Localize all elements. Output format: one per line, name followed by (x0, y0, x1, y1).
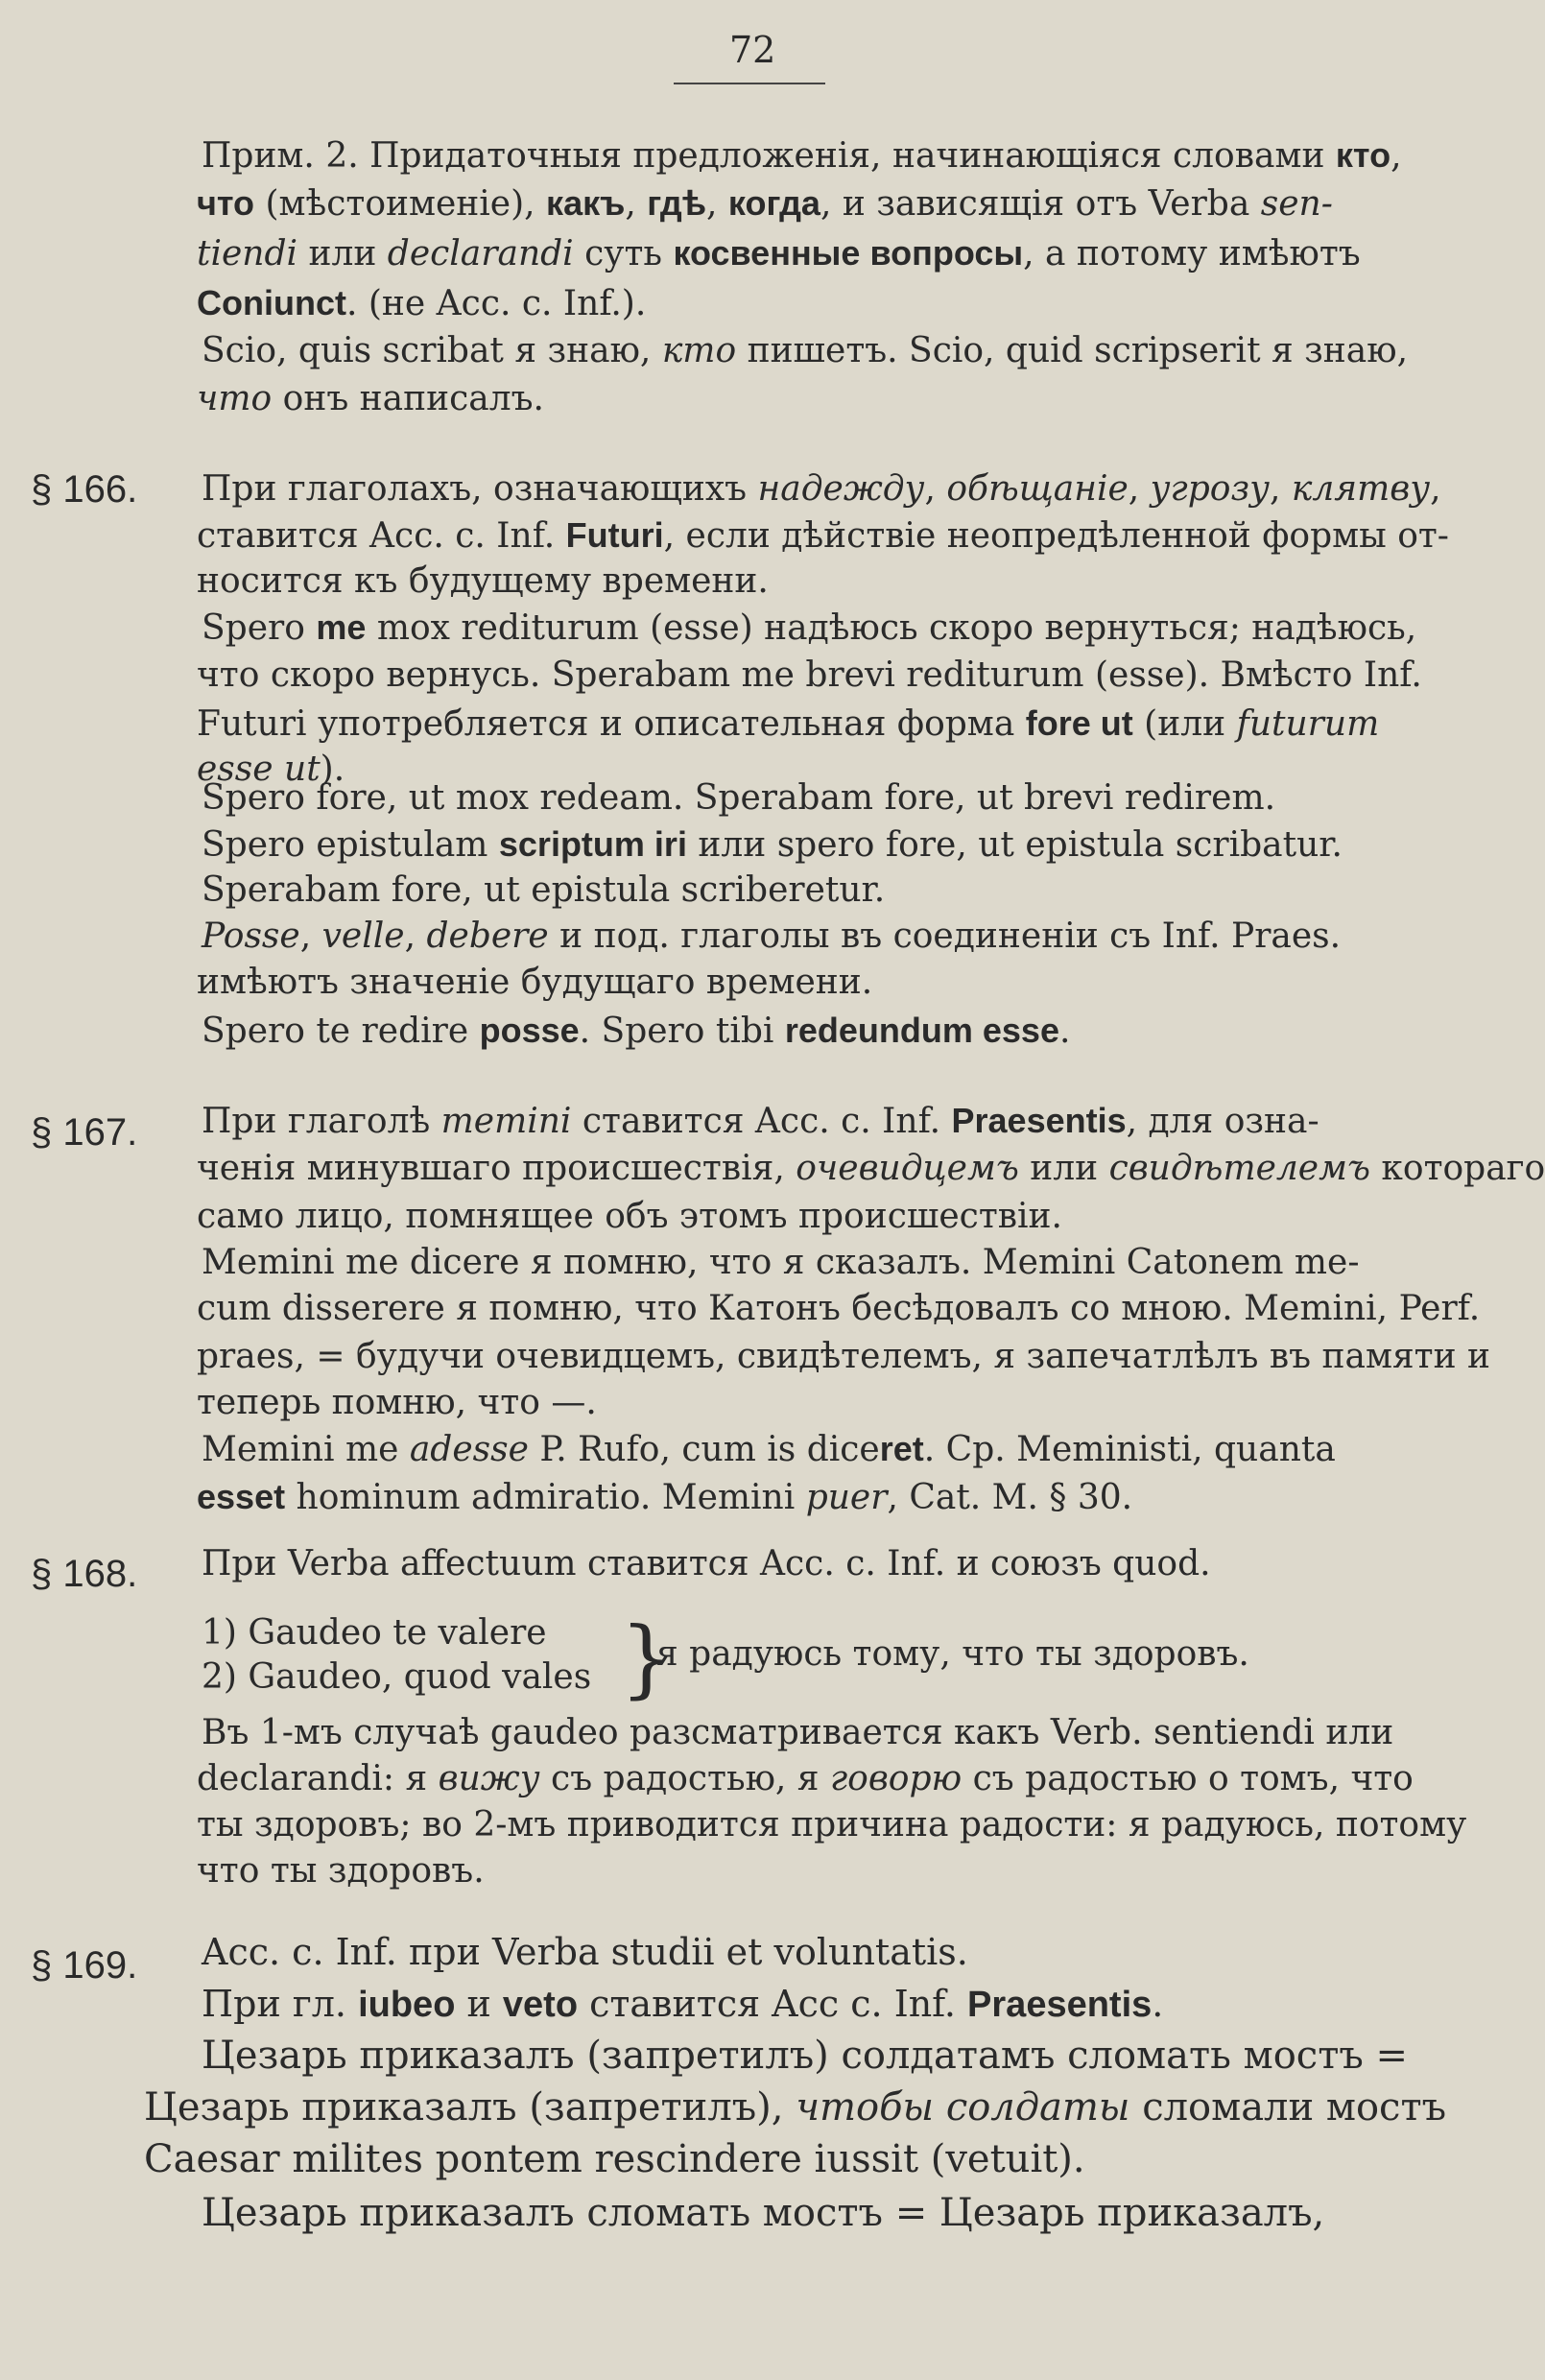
text-line (202, 914, 1377, 960)
text-run: declarandi: я (197, 1759, 439, 1798)
text-line (197, 653, 1422, 699)
text-run: . Spero tibi (579, 1012, 785, 1051)
bold-run: когда (727, 183, 820, 223)
text-run: и под. глаголы въ соединеніи съ Inf. Praes. (548, 916, 1342, 956)
italic-run: declarandi (387, 234, 574, 274)
bold-run: какъ (546, 183, 626, 223)
text-run: , Cat. M. § 30. (887, 1478, 1133, 1517)
italic-run: velle (321, 916, 405, 956)
text-run: само лицо, помнящее объ этомъ происшествіи. (197, 1197, 1062, 1236)
text-line (202, 1426, 1377, 1473)
text-run: , (924, 469, 947, 509)
text-line (202, 1098, 1377, 1145)
text-line (197, 1756, 1414, 1802)
text-run: Spero epistulam (202, 825, 499, 865)
text-run: , для озна- (1126, 1102, 1319, 1141)
bold-run: ret (879, 1429, 924, 1468)
italic-run: надежду (757, 469, 925, 509)
text-run: cum disserere я помню, что Катонъ бесѣдовалъ со мною. Memini, Perf. (197, 1289, 1481, 1328)
text-run: Acc. c. Inf. при Verba studii et voluntatis. (202, 1931, 968, 1973)
text-line (202, 1710, 1394, 1756)
text-line (202, 821, 1377, 869)
bold-run: гдѣ (647, 183, 707, 223)
text-run: , (299, 916, 322, 956)
italic-run: вижу (438, 1759, 540, 1798)
page-number-rule (674, 83, 825, 84)
text-run: , (1390, 136, 1402, 176)
bold-run: Praesentis (951, 1101, 1127, 1140)
text-line (202, 466, 1441, 512)
bold-run: fore ut (1025, 703, 1133, 743)
text-run: онъ написалъ. (272, 379, 544, 418)
text-run: , и зависящія отъ Verba (820, 184, 1261, 224)
text-run: Spero fore, ut mox redeam. Sperabam fore, ut brevi redirem. (202, 778, 1276, 818)
text-line (197, 1194, 1377, 1240)
italic-run: sen- (1260, 184, 1333, 224)
text-line (202, 1240, 1377, 1286)
text-line (197, 960, 1377, 1006)
section-number: § 166. (31, 468, 138, 511)
note-line (197, 280, 1377, 327)
text-run: . (1058, 1012, 1071, 1051)
italic-run: debere (426, 916, 549, 956)
text-run: пишетъ. Scio, quid scripserit я знаю, (736, 331, 1409, 370)
text-run: теперь помню, что —. (197, 1383, 597, 1422)
text-line (197, 559, 1377, 605)
text-run: (мѣстоименіе), (254, 184, 547, 224)
text-run: Цезарь приказалъ (запретилъ) солдатамъ сломать мостъ = (202, 2034, 1409, 2078)
text-run: или (297, 234, 388, 274)
italic-run: кто (661, 331, 737, 370)
text-run: (или (1132, 704, 1237, 744)
text-run: ставится Acc. c. Inf. (571, 1102, 952, 1141)
text-run: , (1128, 469, 1151, 509)
bold-run: Coniunct (197, 283, 346, 322)
section-number: § 169. (31, 1944, 138, 1987)
text-run: , (1430, 469, 1441, 509)
bold-run: кто (1335, 135, 1391, 175)
text-line (197, 701, 1380, 748)
text-run: носится къ будущему времени. (197, 561, 769, 601)
text-line (197, 1334, 1491, 1380)
italic-run: puer (805, 1478, 888, 1517)
text-run: или (1018, 1149, 1109, 1188)
text-run: mox rediturum (esse) надѣюсь скоро вернуться; надѣюсь, (366, 608, 1417, 648)
italic-run: клятву (1291, 469, 1431, 509)
text-run: Scio, quis scribat я знаю, (202, 331, 662, 370)
text-run: При глаголѣ (202, 1102, 441, 1141)
bold-run: что (197, 183, 255, 223)
text-line (202, 1008, 1377, 1055)
text-run: При гл. (202, 1983, 359, 2025)
bold-run: redeundum esse (784, 1011, 1059, 1050)
text-run: ставится Acc. c. Inf. (197, 516, 566, 556)
bold-run: Praesentis (967, 1985, 1153, 2025)
text-run: съ радостью о томъ, что (962, 1759, 1414, 1798)
text-run: Цезарь приказалъ (запретилъ), (144, 2085, 796, 2130)
italic-run: Posse (202, 916, 300, 956)
brace: } (620, 1608, 674, 1707)
italic-run: говорю (829, 1759, 963, 1798)
text-run: , (404, 916, 427, 956)
italic-run: угрозу (1150, 469, 1270, 509)
note-line (197, 230, 1377, 277)
italic-run: что (197, 379, 273, 418)
example-2: 2) Gaudeo, quod vales (202, 1657, 592, 1697)
bold-run: veto (502, 1985, 579, 2025)
text-run: P. Rufo, cum is dice (528, 1430, 880, 1469)
text-line (202, 2033, 1409, 2079)
text-run: съ радостью, я (539, 1759, 830, 1798)
text-run: , (1269, 469, 1292, 509)
text-run: ты здоровъ; во 2-мъ приводится причина радости: я радуюсь, потому (197, 1805, 1467, 1844)
text-line (197, 1474, 1377, 1521)
text-run: Въ 1-мъ случаѣ gaudeo разсматривается какъ Verb. sentiendi или (202, 1713, 1394, 1752)
text-line (197, 1848, 1377, 1894)
italic-run: чтобы солдаты (796, 2085, 1130, 2130)
text-line (144, 2136, 1377, 2182)
brace-text: я радуюсь тому, что ты здоровъ. (656, 1634, 1249, 1674)
text-run: имѣютъ значеніе будущаго времени. (197, 963, 873, 1002)
text-run: . (не Acc. c. Inf.). (345, 284, 647, 323)
text-line (144, 2084, 1447, 2130)
text-run: что ты здоровъ. (197, 1851, 485, 1891)
bold-run: posse (479, 1011, 580, 1050)
text-run: hominum admiratio. Memini (285, 1478, 806, 1517)
page-number: 72 (729, 29, 776, 71)
text-run: Memini me dicere я помню, что я сказалъ. Memini Catonem me- (202, 1243, 1360, 1282)
note-line (197, 376, 1377, 422)
bold-run: Futuri (565, 515, 664, 555)
note-line (202, 132, 1402, 179)
bold-run: me (316, 607, 367, 647)
text-line (202, 1981, 1377, 2028)
text-run: , а потому имѣютъ (1023, 234, 1361, 274)
italic-run: adesse (409, 1430, 529, 1469)
text-run: или spero fore, ut epistula scribatur. (686, 825, 1343, 865)
note-line (202, 328, 1409, 374)
text-run: и (455, 1983, 503, 2025)
text-run: Spero (202, 608, 317, 648)
text-line (197, 1146, 1545, 1192)
text-run: , (706, 184, 728, 224)
italic-run: esse ut (197, 750, 321, 789)
bold-run: косвенные вопросы (673, 233, 1024, 273)
text-line: При Verba affectuum ставится Acc. c. Inf. и союзъ quod. (202, 1544, 1211, 1583)
bold-run: iubeo (358, 1985, 456, 2025)
example-1: 1) Gaudeo te valere (202, 1613, 547, 1653)
text-run: Spero te redire (202, 1012, 480, 1051)
text-run: , если дѣйствіе неопредѣленной формы от- (663, 516, 1449, 556)
italic-run: tiendi (197, 234, 298, 274)
text-run: суть (573, 234, 674, 274)
text-run: Memini me (202, 1430, 410, 1469)
italic-run: свидѣтелемъ (1108, 1149, 1370, 1188)
text-run: сломали мостъ (1129, 2085, 1447, 2130)
italic-run: futurum (1236, 704, 1380, 744)
text-run: что скоро вернусь. Sperabam me brevi rediturum (esse). Вмѣсто Inf. (197, 655, 1422, 695)
text-run: При глаголахъ, означающихъ (202, 469, 758, 509)
text-run: Прим. 2. Придаточныя предложенія, начинающіяся словами (202, 136, 1336, 176)
note-line (197, 180, 1377, 227)
text-line (202, 868, 1377, 914)
section-number: § 167. (31, 1111, 138, 1154)
text-run: ченія минувшаго происшествія, (197, 1149, 796, 1188)
text-run: . Cp. Meministi, quanta (923, 1430, 1336, 1469)
bold-run: esset (197, 1477, 286, 1516)
text-run: . (1152, 1983, 1164, 2025)
text-run: ставится Acc c. Inf. (578, 1983, 968, 2025)
text-run: , (625, 184, 648, 224)
bold-run: scriptum iri (498, 824, 687, 864)
text-run: praes, = будучи очевидцемъ, свидѣтелемъ, я запечатлѣлъ въ памяти и (197, 1337, 1491, 1376)
text-line (197, 1380, 1377, 1426)
italic-run: обѣщаніе (946, 469, 1129, 509)
text-run: Caesar milites pontem rescindere iussit (vetuit). (144, 2137, 1085, 2181)
text-line (202, 2190, 1377, 2236)
text-run: ). (320, 750, 345, 789)
section-number: § 168. (31, 1553, 138, 1595)
italic-run: memini (440, 1102, 572, 1141)
text-run: Futuri употребляется и описательная форма (197, 704, 1026, 744)
text-line (202, 775, 1377, 821)
text-run: Цезарь приказалъ сломать мостъ = Цезарь приказалъ, (202, 2191, 1325, 2235)
text-line (202, 605, 1417, 652)
text-line (197, 1286, 1481, 1332)
text-run: котораго (1369, 1149, 1545, 1188)
text-line (202, 1929, 1377, 1975)
text-run: Sperabam fore, ut epistula scriberetur. (202, 870, 886, 910)
text-line (197, 512, 1449, 559)
text-line (197, 1802, 1467, 1848)
italic-run: очевидцемъ (796, 1149, 1019, 1188)
